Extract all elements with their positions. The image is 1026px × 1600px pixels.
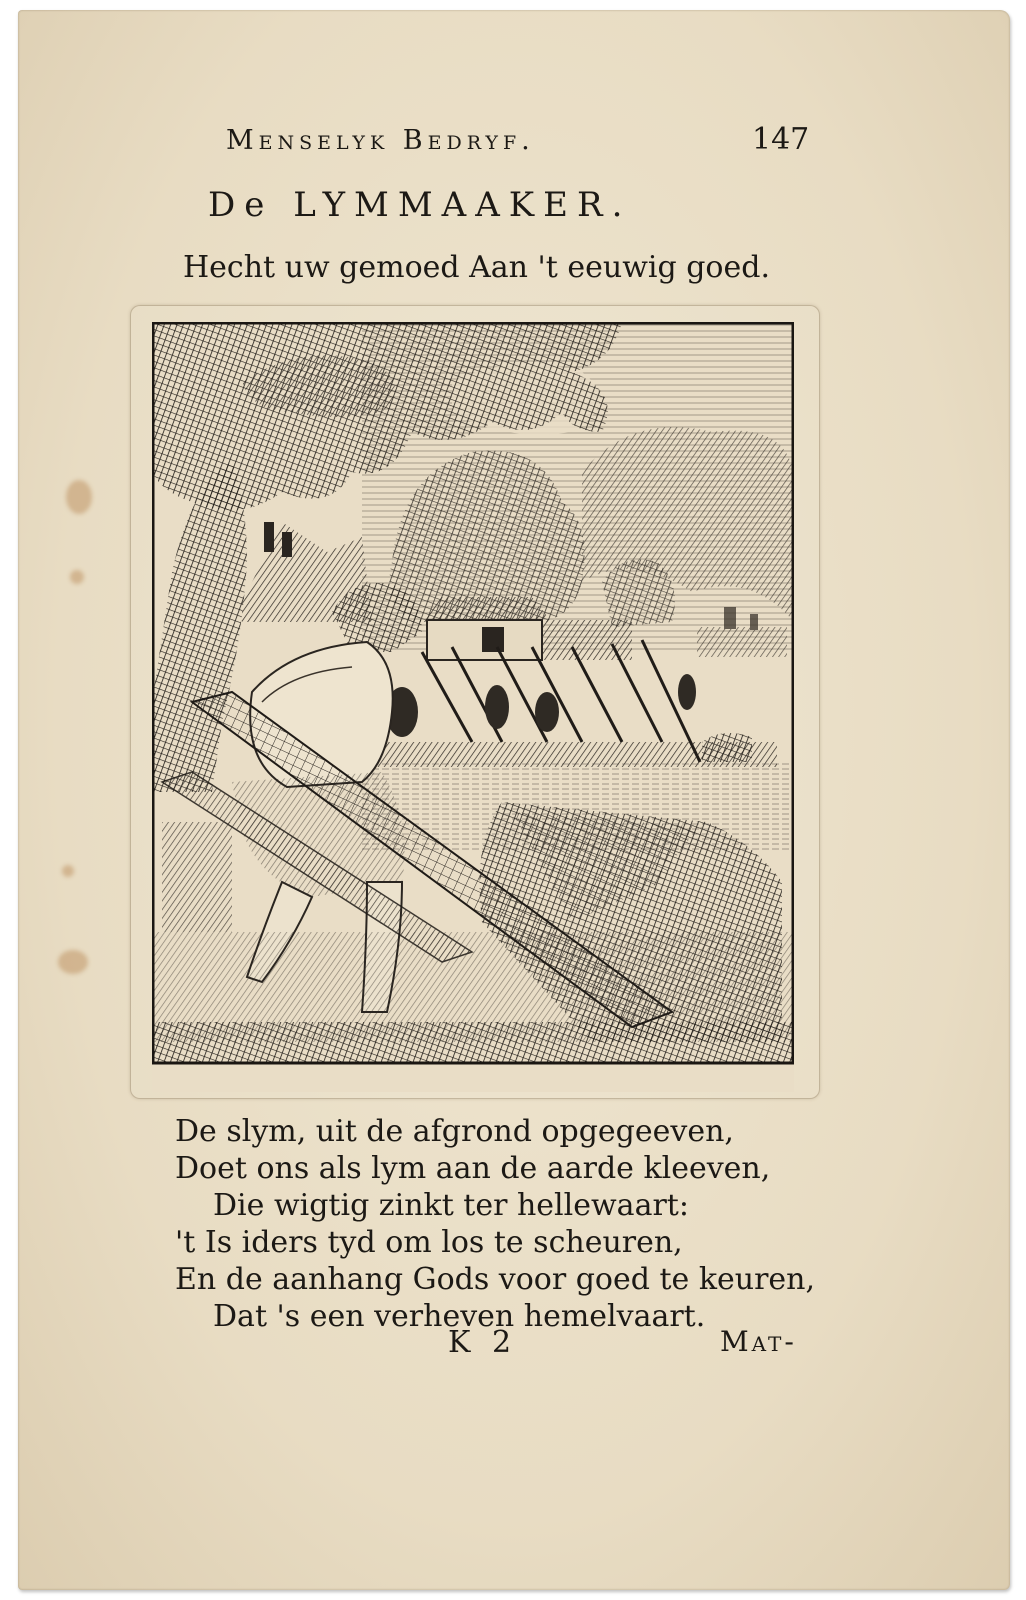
steps bbox=[162, 822, 232, 932]
foreground-floor bbox=[152, 1022, 794, 1064]
engraving-illustration bbox=[152, 322, 794, 1092]
foxing-stain bbox=[58, 950, 88, 974]
catchword: Mat- bbox=[720, 1325, 797, 1358]
verse-line: Doet ons als lym aan de aarde kleeven, bbox=[175, 1151, 771, 1186]
page-number: 147 bbox=[752, 122, 810, 157]
motto: Hecht uw gemoed Aan 't eeuwig goed. bbox=[183, 250, 770, 285]
running-header: Menselyk Bedryf. bbox=[226, 125, 535, 156]
verse-line: En de aanhang Gods voor goed te keuren, bbox=[175, 1262, 816, 1297]
background-tree bbox=[602, 560, 675, 628]
page-title: De LYMMAAKER. bbox=[208, 185, 632, 225]
foxing-stain bbox=[62, 865, 74, 877]
verse-line: Dat 's een verheven hemelvaart. bbox=[213, 1299, 706, 1334]
verse-line: Die wigtig zinkt ter hellewaart: bbox=[213, 1188, 689, 1223]
verse-line: De slym, uit de afgrond opgegeeven, bbox=[175, 1114, 734, 1149]
foxing-stain bbox=[66, 480, 92, 514]
verse-line: 't Is iders tyd om los te scheuren, bbox=[175, 1225, 683, 1260]
signature-mark: K 2 bbox=[448, 1325, 518, 1360]
verse bbox=[175, 1113, 815, 1335]
foxing-stain bbox=[70, 570, 84, 584]
